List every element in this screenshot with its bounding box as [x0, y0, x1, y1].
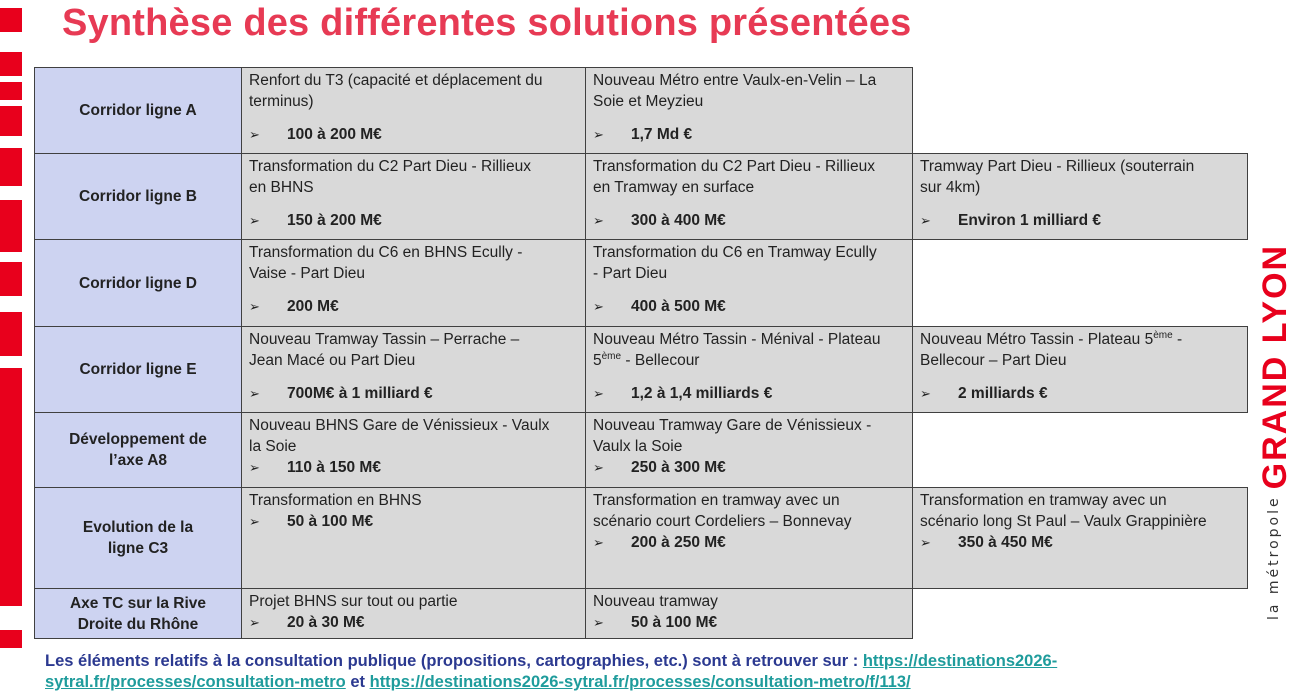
row-header: [34, 153, 242, 240]
option-cost: [249, 612, 578, 633]
option-description: [593, 329, 905, 371]
cost-value: 110 à 150 M€: [287, 459, 381, 476]
consultation-link[interactable]: https://destinations2026-sytral.fr/processes/consultation-metro: [45, 652, 1058, 691]
arrow-bullet-icon: ➢: [593, 615, 604, 630]
arrow-bullet-icon: ➢: [593, 535, 604, 550]
option-cell: [585, 67, 913, 154]
option-cost: [249, 296, 578, 317]
option-description: Transformation du C2 Part Dieu - Rillieux en BHNS: [249, 158, 531, 196]
option-cost: [593, 296, 905, 317]
option-cell: [912, 326, 1248, 413]
ordinal-superscript: ème: [601, 350, 622, 362]
cost-value: 700M€ à 1 milliard €: [287, 385, 433, 402]
option-description: Transformation en tramway avec un scénario long St Paul – Vaulx Grappinière: [920, 492, 1207, 530]
cost-value: 100 à 200 M€: [287, 126, 382, 143]
option-description: Tramway Part Dieu - Rillieux (souterrain sur 4km): [920, 158, 1195, 196]
arrow-bullet-icon: ➢: [249, 460, 260, 475]
row-header-line: Développement de: [69, 431, 207, 448]
cost-value: 200 M€: [287, 298, 339, 315]
arrow-bullet-icon: ➢: [249, 127, 260, 142]
consultation-link-2[interactable]: https://destinations2026-sytral.fr/processes/consultation-metro/f/113/: [369, 673, 911, 691]
option-cell: [241, 239, 586, 327]
option-cell: [912, 153, 1248, 240]
option-cost: [593, 383, 905, 404]
row-header: [34, 588, 242, 639]
cost-value: 300 à 400 M€: [631, 212, 726, 229]
cost-value: 20 à 30 M€: [287, 614, 365, 631]
option-cost: [593, 210, 905, 231]
option-description: [920, 329, 1240, 371]
arrow-bullet-icon: ➢: [593, 386, 604, 401]
option-cell: [241, 67, 586, 154]
row-header: [34, 326, 242, 413]
cost-value: 1,2 à 1,4 milliards €: [631, 385, 773, 402]
option-description-part: Nouveau Métro Tassin - Ménival - Plateau 5: [593, 331, 881, 369]
option-cell: [241, 153, 586, 240]
option-cost: [249, 383, 578, 404]
option-cost: [593, 457, 905, 478]
option-description: Nouveau Tramway Tassin – Perrache – Jean Macé ou Part Dieu: [249, 331, 520, 369]
row-header: [34, 412, 242, 488]
cost-value: 150 à 200 M€: [287, 212, 382, 229]
cost-value: 250 à 300 M€: [631, 459, 726, 476]
row-header-line: Axe TC sur la Rive: [69, 594, 207, 612]
option-cell: [241, 412, 586, 488]
row-header-line: Droite du Rhône: [77, 615, 199, 633]
option-description-part: - Bellecour – Part Dieu: [920, 331, 1183, 369]
option-cell: [241, 588, 586, 639]
option-cost: [249, 124, 578, 145]
row-header-line: ligne C3: [107, 540, 169, 557]
arrow-bullet-icon: ➢: [593, 460, 604, 475]
logo-big-text: GRAND LYON: [1256, 243, 1294, 490]
option-cost: [593, 124, 905, 145]
option-description: Transformation en BHNS: [249, 492, 422, 509]
option-cost: [593, 612, 905, 633]
option-cost: [593, 532, 905, 553]
option-description: Transformation en tramway avec un scénario court Cordeliers – Bonnevay: [593, 492, 852, 530]
arrow-bullet-icon: ➢: [593, 213, 604, 228]
option-cost: [920, 210, 1240, 231]
option-cell: [585, 239, 913, 327]
arrow-bullet-icon: ➢: [593, 127, 604, 142]
arrow-bullet-icon: ➢: [249, 299, 260, 314]
option-cell: [585, 487, 913, 589]
option-description-part: - Bellecour: [621, 352, 700, 369]
cost-value: 50 à 100 M€: [631, 614, 718, 631]
cost-value: Environ 1 milliard €: [958, 212, 1101, 229]
option-cell: [585, 412, 913, 488]
option-description: Nouveau Métro entre Vaulx-en-Velin – La Soie et Meyzieu: [593, 72, 877, 110]
option-cell: [585, 153, 913, 240]
footer-joiner: et: [345, 673, 370, 691]
cost-value: 400 à 500 M€: [631, 298, 726, 315]
cost-value: 350 à 450 M€: [958, 534, 1053, 551]
cost-value: 50 à 100 M€: [287, 513, 374, 530]
option-cost: [249, 511, 578, 532]
row-header: [34, 487, 242, 589]
option-cost: [249, 457, 578, 478]
row-header-line: Corridor ligne D: [79, 274, 197, 292]
ordinal-superscript: ème: [1153, 329, 1173, 341]
footer-note: [45, 651, 1265, 693]
row-header-line: Corridor ligne A: [79, 102, 197, 119]
arrow-bullet-icon: ➢: [920, 213, 931, 228]
option-description-part: Nouveau Métro Tassin - Plateau 5: [920, 331, 1154, 348]
option-cost: [920, 532, 1240, 553]
red-sidebar-decoration: [0, 0, 22, 686]
option-cell: [585, 588, 913, 639]
arrow-bullet-icon: ➢: [920, 386, 931, 401]
arrow-bullet-icon: ➢: [593, 299, 604, 314]
logo-small-text: la métropole: [1266, 495, 1282, 620]
arrow-bullet-icon: ➢: [249, 386, 260, 401]
option-description: Renfort du T3 (capacité et déplacement du terminus): [249, 72, 543, 110]
option-cost: [249, 210, 578, 231]
row-header: [34, 239, 242, 327]
option-cell: [912, 487, 1248, 589]
option-description: Transformation du C6 en BHNS Ecully - Vaise - Part Dieu: [249, 244, 523, 282]
cost-value: 2 milliards €: [958, 385, 1048, 402]
option-cell: [585, 326, 913, 413]
option-description: Projet BHNS sur tout ou partie: [249, 593, 458, 610]
arrow-bullet-icon: ➢: [249, 514, 260, 529]
row-header-line: l’axe A8: [108, 452, 168, 469]
row-header-line: Corridor ligne E: [79, 361, 197, 378]
option-description: Transformation du C6 en Tramway Ecully - Part Dieu: [593, 244, 877, 282]
row-header: [34, 67, 242, 154]
option-cell: [241, 326, 586, 413]
option-description: Nouveau Tramway Gare de Vénissieux - Vaulx la Soie: [593, 417, 872, 455]
option-cell: [241, 487, 586, 589]
option-cost: [920, 383, 1240, 404]
page-title: Synthèse des différentes solutions présentées: [62, 2, 912, 44]
option-description: Transformation du C2 Part Dieu - Rillieux en Tramway en surface: [593, 158, 875, 196]
grand-lyon-logo: [1248, 243, 1294, 620]
footer-text: Les éléments relatifs à la consultation publique (propositions, cartographies, etc.) sont à retrouver sur :: [45, 652, 863, 670]
arrow-bullet-icon: ➢: [920, 535, 931, 550]
cost-value: 1,7 Md €: [631, 126, 693, 143]
row-header-line: Evolution de la: [82, 519, 194, 536]
option-description: Nouveau BHNS Gare de Vénissieux - Vaulx la Soie: [249, 417, 550, 455]
option-description: Nouveau tramway: [593, 593, 718, 610]
arrow-bullet-icon: ➢: [249, 615, 260, 630]
row-header-line: Corridor ligne B: [79, 188, 197, 205]
arrow-bullet-icon: ➢: [249, 213, 260, 228]
cost-value: 200 à 250 M€: [631, 534, 726, 551]
